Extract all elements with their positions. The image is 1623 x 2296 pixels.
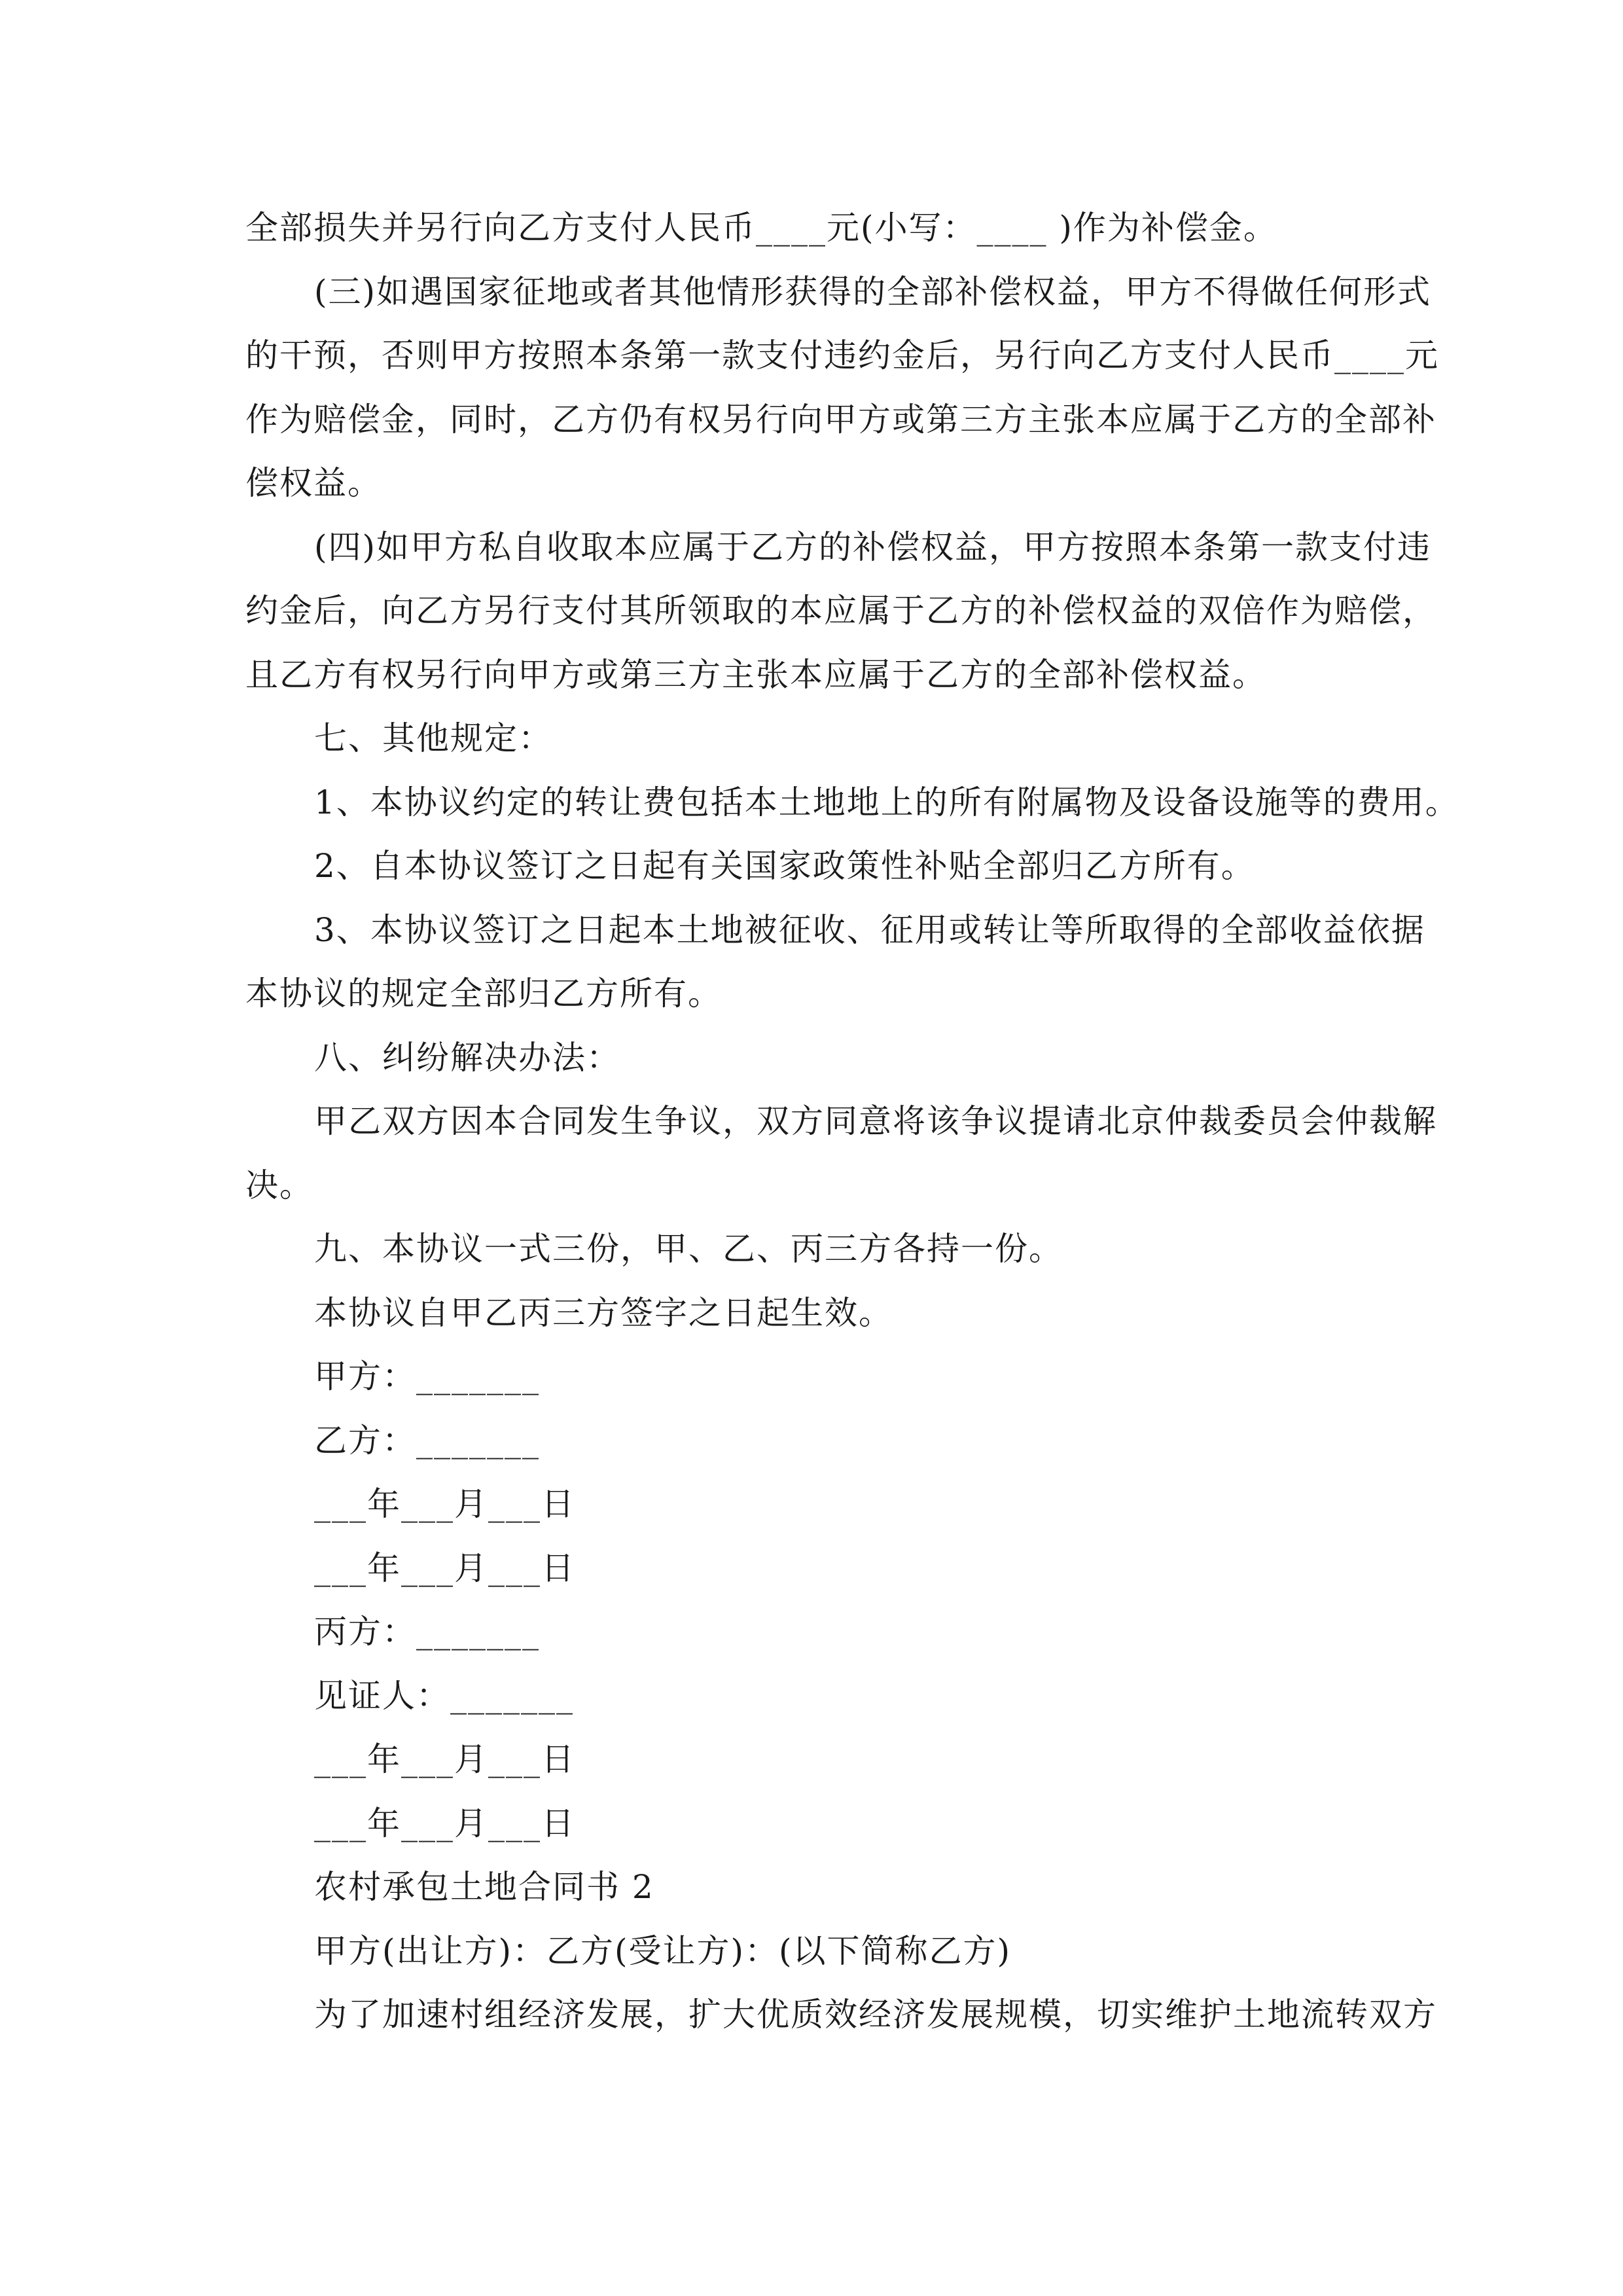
text-line: 本协议的规定全部归乙方所有。 <box>245 975 722 1013</box>
text-line: 本协议自甲乙丙三方签字之日起生效。 <box>314 1293 893 1332</box>
text-line: 七、其他规定： <box>314 719 552 757</box>
document-page <box>245 196 1459 2047</box>
text-line: ___年___月___日 <box>314 1549 575 1587</box>
text-line: 甲乙双方因本合同发生争议，双方同意将该争议提请北京仲裁委员会仲裁解 <box>314 1102 1437 1140</box>
text-line: 乙方：_______ <box>314 1421 540 1460</box>
text-line: 九、本协议一式三份，甲、乙、丙三方各持一份。 <box>314 1230 1063 1268</box>
text-line: (四)如甲方私自收取本应属于乙方的补偿权益，甲方按照本条第一款支付违 <box>314 528 1432 566</box>
text-line: ___年___月___日 <box>314 1485 575 1523</box>
text-line: 1、本协议约定的转让费包括本土地地上的所有附属物及设备设施等的费用。 <box>314 783 1459 821</box>
text-line: 且乙方有权另行向甲方或第三方主张本应属于乙方的全部补偿权益。 <box>245 655 1266 694</box>
text-line: (三)如遇国家征地或者其他情形获得的全部补偿权益，甲方不得做任何形式 <box>314 272 1432 311</box>
text-line: 3、本协议签订之日起本土地被征收、征用或转让等所取得的全部收益依据 <box>314 910 1425 949</box>
text-line: 八、纠纷解决办法： <box>314 1038 620 1077</box>
text-line: ___年___月___日 <box>314 1740 575 1778</box>
text-line: 约金后，向乙方另行支付其所领取的本应属于乙方的补偿权益的双倍作为赔偿， <box>245 592 1436 630</box>
text-line: 农村承包土地合同书 2 <box>314 1868 654 1906</box>
text-line: 丙方：_______ <box>314 1613 540 1651</box>
text-line: 2、自本协议签订之日起有关国家政策性补贴全部归乙方所有。 <box>314 847 1255 885</box>
text-line: 全部损失并另行向乙方支付人民币____元(小写：____ )作为补偿金。 <box>245 209 1277 247</box>
text-line: 见证人：_______ <box>314 1676 574 1715</box>
text-line: 的干预，否则甲方按照本条第一款支付违约金后，另行向乙方支付人民币____元 <box>245 336 1439 374</box>
text-line: 作为赔偿金，同时，乙方仍有权另行向甲方或第三方主张本应属于乙方的全部补 <box>245 400 1436 439</box>
text-line: 决。 <box>245 1166 313 1204</box>
text-line: 甲方(出让方)：乙方(受让方)：(以下简称乙方) <box>314 1931 1012 1970</box>
text-line: 甲方：_______ <box>314 1357 540 1395</box>
text-line: ___年___月___日 <box>314 1804 575 1842</box>
text-line: 为了加速村组经济发展，扩大优质效经济发展规模，切实维护土地流转双方 <box>314 1996 1437 2034</box>
text-line: 偿权益。 <box>245 464 382 502</box>
